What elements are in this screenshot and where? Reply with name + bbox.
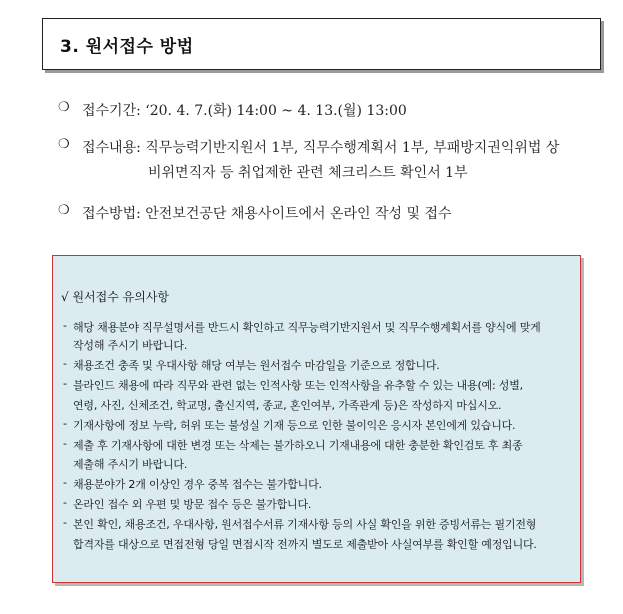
circle-bullet-icon: ❍ bbox=[58, 100, 70, 115]
circle-bullet-icon: ❍ bbox=[58, 137, 70, 152]
notice-line-text: 합격자를 대상으로 면접전형 당일 면접시작 전까지 별도로 제출받아 사실여부를 확인할 예정입니다. bbox=[73, 538, 537, 551]
notice-line-text: 본인 확인, 채용조건, 우대사항, 원서접수서류 기재사항 등의 사실 확인을 위한 증빙서류는 필기전형 bbox=[73, 518, 537, 531]
dash-bullet: - bbox=[63, 417, 67, 430]
dash-bullet: - bbox=[63, 377, 67, 390]
dash-bullet: - bbox=[63, 357, 67, 370]
circle-bullet-icon: ❍ bbox=[58, 203, 70, 218]
notice-line-text: 블라인드 채용에 따라 직무와 관련 없는 인적사항 또는 인적사항을 유추할 수 있는 내용(예: 성별, bbox=[73, 379, 523, 392]
notice-line-text: 작성해 주시기 바랍니다. bbox=[73, 339, 188, 352]
notice-line-text: 제출 후 기재사항에 대한 변경 또는 삭제는 불가하오니 기재내용에 대한 충분한 확인검토 후 최종 bbox=[73, 439, 523, 452]
notice-line-text: 제출해 주시기 바랍니다. bbox=[73, 458, 188, 471]
section-title: 3. 원서접수 방법 bbox=[60, 37, 194, 57]
item-value: ‘20. 4. 7.(화) 14:00 ~ 4. 13.(월) 13:00 bbox=[140, 103, 407, 119]
dash-bullet: - bbox=[63, 476, 67, 489]
notice-box bbox=[52, 255, 581, 583]
item-label: 접수기간: bbox=[82, 103, 141, 119]
item-text bbox=[82, 203, 452, 223]
notice-line-text: 온라인 접수 외 우편 및 방문 접수 등은 불가합니다. bbox=[73, 498, 312, 511]
dash-bullet: - bbox=[63, 496, 67, 509]
item-label: 접수방법: bbox=[82, 206, 141, 222]
notice-title: √ 원서접수 유의사항 bbox=[61, 290, 170, 304]
item-continuation: 비위면직자 등 취업제한 관련 체크리스트 확인서 1부 bbox=[148, 165, 468, 181]
item-text bbox=[82, 137, 559, 157]
notice-line-text: 해당 채용분야 직무설명서를 반드시 확인하고 직무능력기반지원서 및 직무수행계획서를 양식에 맞게 bbox=[73, 321, 541, 334]
item-label: 접수내용: bbox=[82, 140, 141, 156]
item-text bbox=[82, 100, 407, 120]
dash-bullet: - bbox=[63, 437, 67, 450]
dash-bullet: - bbox=[63, 516, 67, 529]
item-value: 직무능력기반지원서 1부, 직무수행계획서 1부, 부패방지권익위법 상 bbox=[140, 140, 560, 156]
notice-line-text: 연령, 사진, 신체조건, 학교명, 출신지역, 종교, 혼인여부, 가족관계 등)은 작성하지 마십시오. bbox=[73, 399, 502, 412]
notice-line-text: 채용분야가 2개 이상인 경우 중복 접수는 불가합니다. bbox=[73, 478, 322, 491]
section-header-box bbox=[42, 18, 601, 70]
dash-bullet: - bbox=[63, 319, 67, 332]
item-value: 안전보건공단 채용사이트에서 온라인 작성 및 접수 bbox=[140, 206, 452, 222]
notice-line-text: 채용조건 충족 및 우대사항 해당 여부는 원서접수 마감일을 기준으로 정합니다. bbox=[73, 359, 440, 372]
notice-line-text: 기재사항에 정보 누락, 허위 또는 불성실 기재 등으로 인한 불이익은 응시자 본인에게 있습니다. bbox=[73, 419, 516, 432]
